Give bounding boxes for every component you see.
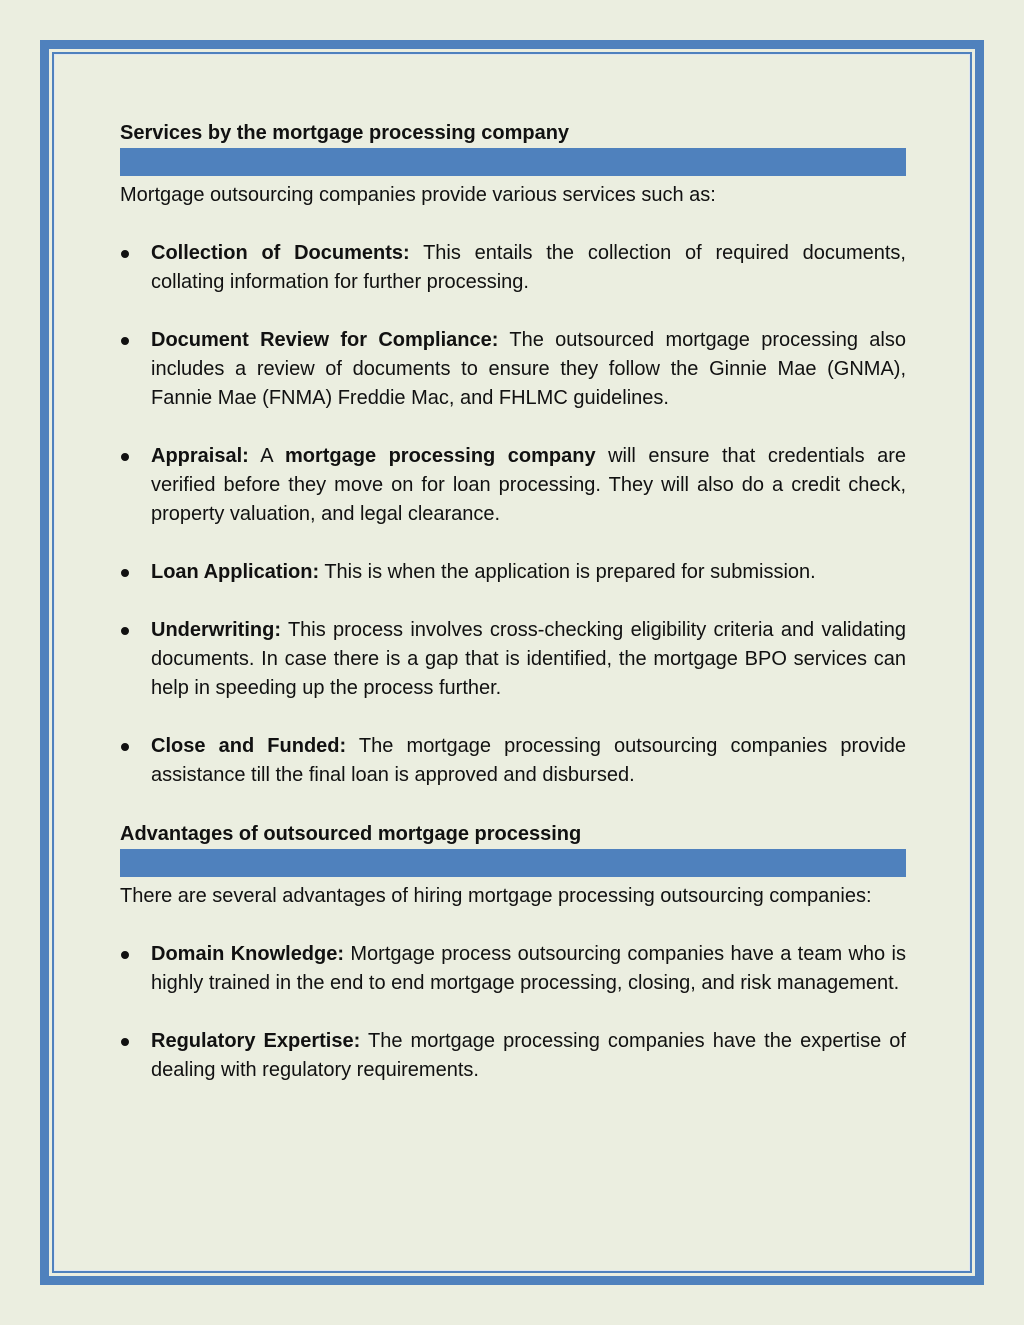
services-list [120, 239, 906, 790]
item-text: The mortgage processing outsourcing companies provide assistance till the final loan is approved and disbursed. [151, 735, 906, 786]
section-intro-advantages: There are several advantages of hiring mortgage processing outsourcing companies: [120, 885, 872, 907]
list-item [120, 940, 906, 998]
bullet-icon [121, 337, 129, 345]
item-title: Regulatory Expertise: [151, 1030, 361, 1052]
item-text: will ensure that credentials are verified before they move on for loan processing. They will also do a credit check, property valuation, and legal clearance. [151, 445, 906, 525]
bullet-icon [121, 743, 129, 751]
list-item [120, 732, 906, 790]
item-title: Underwriting: [151, 619, 281, 641]
bullet-icon [121, 951, 129, 959]
document-body [120, 118, 906, 1085]
list-item [120, 326, 906, 413]
section-heading-advantages: Advantages of outsourced mortgage processing [120, 823, 582, 845]
item-title: Loan Application: [151, 561, 320, 583]
item-text: This process involves cross-checking eligibility criteria and validating documents. In case there is a gap that is identified, the mortgage BPO services can help in speeding up the process further. [151, 619, 906, 699]
item-text: This is when the application is prepared for submission. [319, 561, 816, 583]
list-item [120, 442, 906, 529]
heading-underline-bar [120, 849, 906, 877]
item-text: The mortgage processing companies have the expertise of dealing with regulatory requirements. [151, 1030, 906, 1081]
item-title: Collection of Documents: [151, 242, 410, 264]
list-item [120, 616, 906, 703]
item-text: This entails the collection of required documents, collating information for further processing. [151, 242, 906, 293]
item-title: Close and Funded: [151, 735, 347, 757]
list-item [120, 1027, 906, 1085]
heading-underline-bar [120, 148, 906, 176]
bullet-icon [121, 569, 129, 577]
list-item [120, 239, 906, 297]
list-item [120, 558, 906, 587]
item-text-prefix: A [248, 445, 285, 467]
item-bold-phrase: mortgage processing company [284, 445, 596, 467]
bullet-icon [121, 627, 129, 635]
item-title: Domain Knowledge: [151, 943, 345, 965]
item-text: The outsourced mortgage processing also includes a review of documents to ensure they follow the Ginnie Mae (GNMA), Fannie Mae (FNMA) Freddie Mac, and FHLMC guidelines. [151, 329, 906, 409]
item-text: Mortgage process outsourcing companies have a team who is highly trained in the end to end mortgage processing, closing, and risk management. [151, 943, 906, 994]
bullet-icon [121, 250, 129, 258]
section-heading-services: Services by the mortgage processing company [120, 122, 570, 144]
advantages-list [120, 940, 906, 1085]
bullet-icon [121, 453, 129, 461]
item-title: Document Review for Compliance: [151, 329, 499, 351]
item-title: Appraisal: [151, 445, 249, 467]
bullet-icon [121, 1038, 129, 1046]
section-intro-services: Mortgage outsourcing companies provide various services such as: [120, 184, 716, 206]
